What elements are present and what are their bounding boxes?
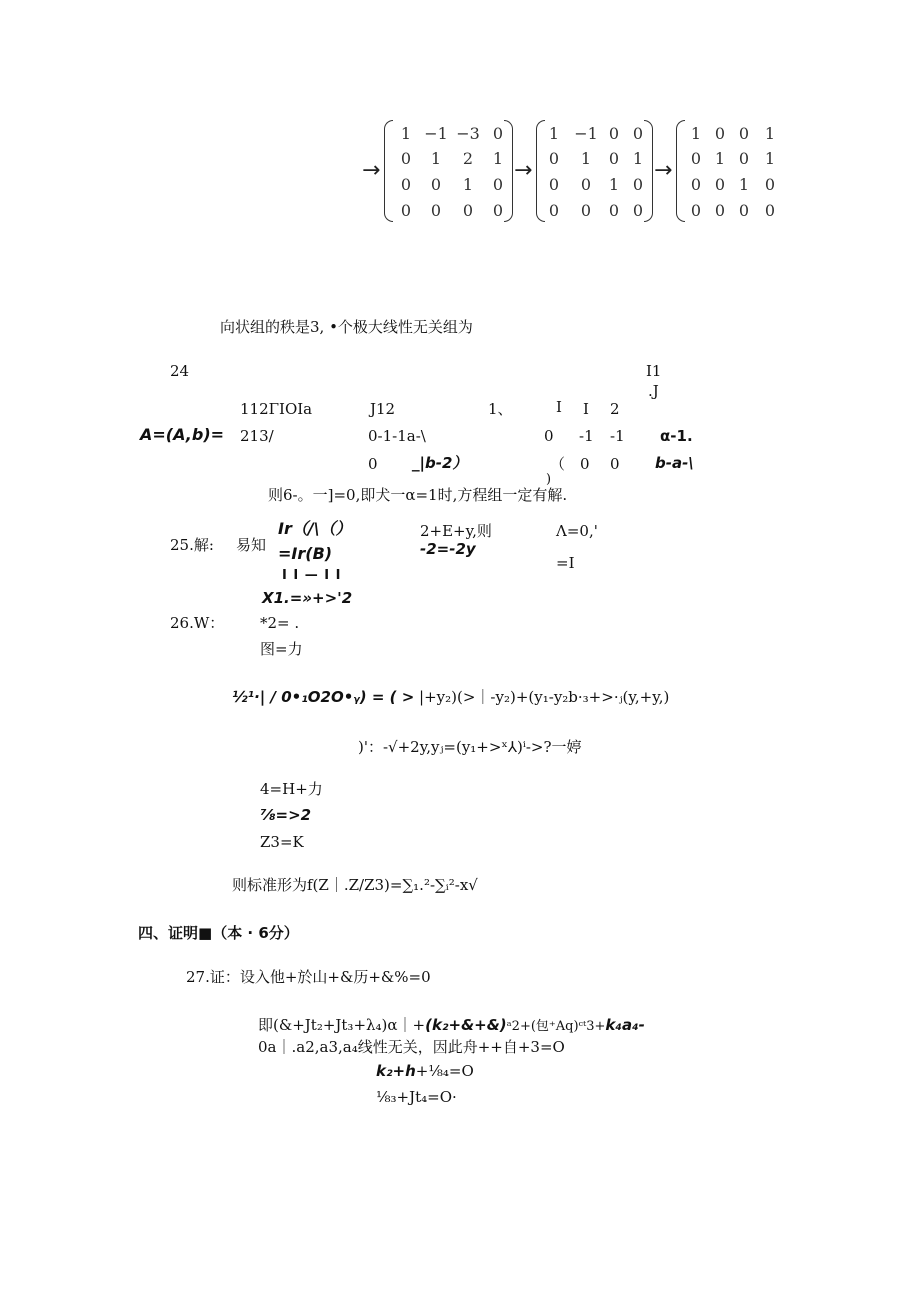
matrix-3-cell: 1 <box>714 149 726 168</box>
q26-expanded-form <box>232 688 669 706</box>
matrix-2-cell: 0 <box>632 124 644 143</box>
matrix-3-cell: 0 <box>764 201 775 220</box>
matrix-3-cell: 1 <box>690 124 702 143</box>
q24-r1-c2: J12 <box>370 400 396 418</box>
matrix-3-cell: 0 <box>714 124 726 143</box>
matrix-3-cell: 1 <box>764 124 775 143</box>
q25-right-2: =I <box>556 554 575 572</box>
q27-line-1 <box>258 1016 645 1035</box>
matrix-2-cell: 0 <box>548 175 560 194</box>
q26-z1: 4=H+力 <box>260 780 323 798</box>
matrix-3-cell: 0 <box>690 201 702 220</box>
matrix-2-cell: 0 <box>632 201 644 220</box>
q27-line-1-part-a: 即(&+Jt₂+Jt₃+λ₄)α｜+ <box>258 1016 426 1034</box>
q27-line-4: ⅛₃+Jt₄=O· <box>376 1088 457 1106</box>
q27-line-1-part-d: k₄a₄- <box>605 1016 645 1034</box>
matrix-1-cell: 0 <box>400 149 412 168</box>
q24-r2-c6: α-1. <box>660 427 693 445</box>
q26-standard-form: 则标准形为f(Z｜.Z/Z3)=∑₁.²-∑ᵢ²-x√ <box>232 876 478 894</box>
matrix-2-cell: 0 <box>608 124 620 143</box>
q24-augmented-matrix-label: A=(A,b)= <box>140 425 225 444</box>
q26-x1-substitution: X1.=»+>'2 <box>262 589 353 607</box>
matrix-2-cell: 1 <box>632 149 644 168</box>
matrix-2-right-paren <box>644 120 653 222</box>
matrix-1-cell: 1 <box>430 149 442 168</box>
matrix-3-cell: 0 <box>714 201 726 220</box>
rank-statement: 向状组的秩是3, •个极大线性无关组为 <box>220 318 473 336</box>
q25-formula-3: I I — I I <box>282 568 342 583</box>
matrix-1-cell: 0 <box>462 201 474 220</box>
q24-r1-c5: I <box>583 400 589 418</box>
section-4-heading-square: ■ <box>198 924 213 942</box>
matrix-1-cell: 1 <box>492 149 504 168</box>
matrix-1-cell: 0 <box>400 175 412 194</box>
matrix-2-cell: −1 <box>574 124 598 143</box>
section-4-heading-score: （本 · 6分） <box>212 924 299 942</box>
q24-conclusion: 则6-。一]=0,即犬一α=1时,方程组一定有解. <box>268 486 568 504</box>
matrix-1-right-paren <box>504 120 513 222</box>
q24-r3-c5: 0 <box>610 455 620 473</box>
matrix-3-cell: 0 <box>738 201 750 220</box>
q26-z2: ⅞=>2 <box>260 806 312 824</box>
q24-r1-c1: 112ΓIOIa <box>240 400 313 418</box>
q25-formula-2: =Ir(B) <box>278 544 333 563</box>
q26-line-3: 图=力 <box>260 640 303 658</box>
matrix-1-cell: 0 <box>492 201 504 220</box>
q24-r3-c4: 0 <box>580 455 590 473</box>
q26-equation-2: )'：-√+2y,yⱼ=(y₁+>ˣ⅄)ⁱ->?一婷 <box>358 738 582 756</box>
matrix-2-cell: 0 <box>632 175 644 194</box>
arrow-2: → <box>514 158 533 183</box>
matrix-2-cell: 0 <box>548 201 560 220</box>
matrix-3-cell: 1 <box>764 149 775 168</box>
q26-z3: Z3=K <box>260 833 304 851</box>
matrix-3-cell: 0 <box>764 175 775 194</box>
matrix-1-cell: 0 <box>430 175 442 194</box>
q24-r3-c3: （ <box>550 455 566 473</box>
matrix-1-cell: 1 <box>462 175 474 194</box>
q27-line-2: 0a｜.a2,a3,a₄线性无关，因此舟++自+3=O <box>258 1038 565 1056</box>
q26-number: 26.W： <box>170 614 225 632</box>
q24-r3-sub: ) <box>546 472 552 487</box>
q27-line-1-part-c: ᵃ2+(包⁺Aq)ᶜᵗ3+ <box>506 1019 606 1034</box>
q27-line-1-part-b: (k₂+&+&) <box>425 1016 507 1034</box>
q24-r3-c1: 0 <box>368 455 378 473</box>
q24-corner-bottom: .J <box>648 382 659 400</box>
matrix-1-cell: −3 <box>456 124 480 143</box>
q24-r1-c4: I <box>556 398 562 416</box>
matrix-2-cell: 0 <box>580 175 592 194</box>
matrix-2-cell: 0 <box>608 149 620 168</box>
matrix-chain <box>360 118 775 230</box>
matrix-3-cell: 0 <box>690 149 702 168</box>
matrix-2-cell: 1 <box>580 149 592 168</box>
q25-middle-1: 2+E+y,则 <box>420 522 492 540</box>
section-4-heading <box>138 924 299 942</box>
q26-expanded-form-rest: |+y₂)(>｜-y₂)+(y₁-y₂b·₃+>·ⱼ(y,+y,) <box>419 688 670 706</box>
matrix-3-cell: 0 <box>738 124 750 143</box>
matrix-3-cell: 1 <box>738 175 750 194</box>
q24-r2-c1: 213/ <box>240 427 274 445</box>
q24-r2-c2: 0-1-1a-\ <box>368 427 426 445</box>
section-4-heading-text: 四、证明 <box>138 924 199 942</box>
q24-r3-c2: _|b-2） <box>412 454 468 472</box>
matrix-3-cell: 0 <box>714 175 726 194</box>
q24-number: 24 <box>170 362 190 380</box>
q24-corner-top: I1 <box>646 362 662 380</box>
matrix-3-cell: 0 <box>738 149 750 168</box>
q25-right-1: Λ=0,' <box>556 522 598 540</box>
arrow-3: → <box>654 158 673 183</box>
matrix-1-cell: 0 <box>430 201 442 220</box>
q25-middle-2: -2=-2y <box>420 540 476 558</box>
matrix-1-cell: 0 <box>400 201 412 220</box>
q24-r3-c6: b-a-\ <box>655 454 694 472</box>
q27-line-3 <box>376 1062 474 1080</box>
matrix-2-cell: 0 <box>548 149 560 168</box>
q24-r2-c5: -1 <box>610 427 625 445</box>
q27-line-3-part-b: +⅛₄=O <box>415 1062 474 1080</box>
q24-r1-c6: 2 <box>610 400 620 418</box>
matrix-1-cell: 2 <box>462 149 474 168</box>
q26-line-2: *2= . <box>260 614 300 632</box>
q27-line-3-part-a: k₂+h <box>376 1062 416 1080</box>
q27-intro: 27.证：设入他+於山+&历+&%=0 <box>186 968 431 986</box>
matrix-3-cell: 0 <box>690 175 702 194</box>
q24-r1-c3: 1、 <box>488 400 513 418</box>
q25-formula-1: Ir（/\（） <box>278 519 352 538</box>
q26-expanded-form-bold: ½¹·| / 0•₁O2O•ᵧ) = ( > <box>232 688 415 706</box>
matrix-1-cell: −1 <box>424 124 448 143</box>
matrix-2-cell: 1 <box>608 175 620 194</box>
matrix-2-cell: 0 <box>608 201 620 220</box>
arrow-1: → <box>362 158 381 183</box>
q25-easy-to-know: 易知 <box>236 536 267 554</box>
matrix-1-cell: 1 <box>400 124 412 143</box>
q24-r2-c4: -1 <box>579 427 594 445</box>
matrix-2-cell: 0 <box>580 201 592 220</box>
q24-r2-c3: 0 <box>544 427 554 445</box>
matrix-2-cell: 1 <box>548 124 560 143</box>
matrix-1-cell: 0 <box>492 124 504 143</box>
q25-number: 25.解: <box>170 536 214 554</box>
matrix-1-cell: 0 <box>492 175 504 194</box>
